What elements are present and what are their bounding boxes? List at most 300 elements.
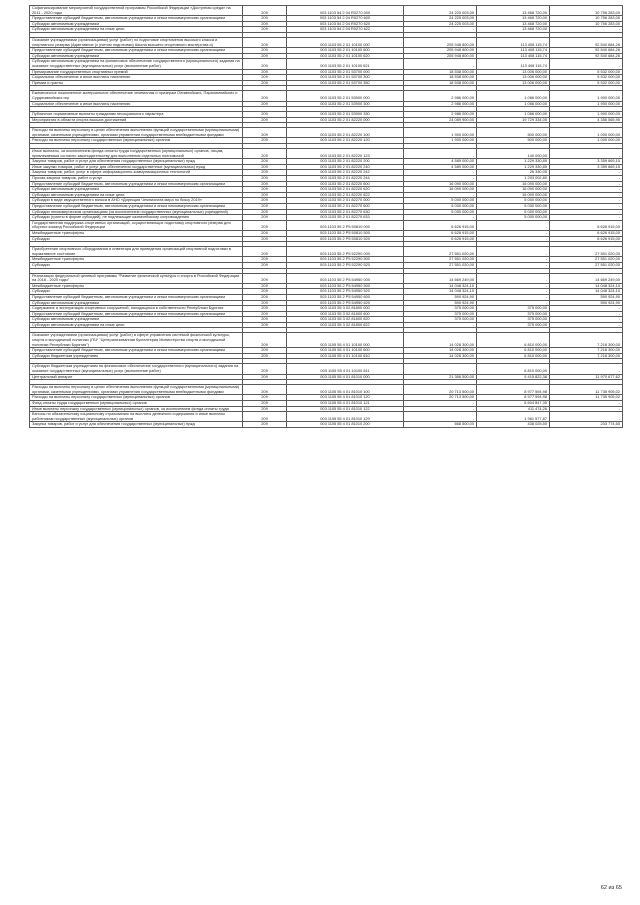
row-name-cell: Иные выплаты, за исключением фонда оплаты труда государственных (муниципальных) органов, лицам, привлекаемым согласно законодательству для выполнения отдельных полномочий	[30, 149, 243, 159]
row-budget-code-cell: 003 1105 55 4 01 81010 000	[287, 374, 404, 380]
table-row	[30, 406, 623, 412]
table-row	[30, 385, 623, 395]
row-admin-code-cell: 209	[243, 187, 287, 193]
row-name-cell: Оказание учреждениями (организациями) услуг (работ) по подготовке спортсменов высокого класса и спортивного резерва (Адаптивное (с учетом подготовки) Школа высшего спортивного мастерства и)	[30, 37, 243, 47]
row-executed-amount-cell: 375 000,00	[477, 311, 550, 317]
row-approved-amount-cell: 20 713 500,00	[404, 385, 477, 395]
row-unexecuted-amount-cell: -	[550, 311, 623, 317]
table-row	[30, 112, 623, 118]
row-approved-amount-cell: 24 225 003,00	[404, 6, 477, 16]
table-row	[30, 311, 623, 317]
row-admin-code-cell: 209	[243, 412, 287, 422]
row-executed-amount-cell: 375 000,00	[477, 322, 550, 328]
row-admin-code-cell: 209	[243, 170, 287, 176]
row-admin-code-cell: 209	[243, 59, 287, 69]
row-budget-code-cell: 003 1103 55 2 01 10100 600	[287, 48, 404, 54]
row-budget-code-cell: 003 1105 55 4 01 81010 100	[287, 385, 404, 395]
row-admin-code-cell: 209	[243, 247, 287, 257]
table-row	[30, 215, 623, 221]
row-approved-amount-cell: 20 713 500,00	[404, 395, 477, 401]
row-unexecuted-amount-cell: -	[550, 170, 623, 176]
row-name-cell: Фонд оплаты труда государственных (муниципальных) органов	[30, 401, 243, 407]
row-approved-amount-cell: 375 000,00	[404, 306, 477, 312]
row-admin-code-cell: 209	[243, 401, 287, 407]
row-admin-code-cell: 209	[243, 117, 287, 123]
table-row	[30, 149, 623, 159]
table-row	[30, 401, 623, 407]
row-unexecuted-amount-cell: 4 356 565,95	[550, 117, 623, 123]
row-executed-amount-cell: 500 000,00	[477, 138, 550, 144]
row-budget-code-cell: 003 1103 55 2 01 53900 000	[287, 91, 404, 101]
row-admin-code-cell: 209	[243, 348, 287, 354]
table-row	[30, 322, 623, 328]
row-unexecuted-amount-cell: 10 756 283,00	[550, 21, 623, 27]
row-budget-code-cell: 003 1103 55 2 P5 50810 000	[287, 220, 404, 230]
row-unexecuted-amount-cell: -	[550, 192, 623, 198]
row-unexecuted-amount-cell: 5 532 000,00	[550, 75, 623, 81]
row-unexecuted-amount-cell: -	[550, 27, 623, 33]
row-approved-amount-cell: 16 090 000,00	[404, 181, 477, 187]
row-approved-amount-cell: 1 900 000,00	[404, 128, 477, 138]
table-row	[30, 204, 623, 210]
row-executed-amount-cell: -	[477, 257, 550, 263]
row-name-cell: Предоставление субсидий бюджетным, автономным учреждениям и иным некоммерческим организациям	[30, 16, 243, 22]
row-name-cell: Премирование государственных спортивных премий	[30, 69, 243, 75]
row-executed-amount-cell: 26 330,05	[477, 170, 550, 176]
row-approved-amount-cell: -	[404, 215, 477, 221]
row-admin-code-cell: 209	[243, 317, 287, 323]
table-row	[30, 138, 623, 144]
row-name-cell: Субсидии (гранты в форме субсидий), не подлежащие казначейскому сопровождению	[30, 215, 243, 221]
budget-table	[29, 5, 623, 428]
row-budget-code-cell: 003 1103 55 2 01 53700 350	[287, 80, 404, 86]
row-unexecuted-amount-cell: 1 900 000,00	[550, 91, 623, 101]
row-name-cell: Расходы на выплаты персоналу в целях обеспечения выполнения функций государственными (муниципальными) органами, казенными учреждениями, органами управления государственными внебюджетными фондами	[30, 385, 243, 395]
row-name-cell: Расходы на выплаты персоналу в целях обеспечения выполнения функций государственными (муниципальными) органами, казенными учреждениями, органами управления государственными внебюджетными фондами	[30, 128, 243, 138]
row-approved-amount-cell: 14 028 300,00	[404, 333, 477, 348]
row-unexecuted-amount-cell: 11 735 905,02	[550, 395, 623, 401]
row-name-cell: Социальное обеспечение и иные выплаты населению	[30, 75, 243, 81]
row-executed-amount-cell: 113 408 115,74	[477, 37, 550, 47]
row-name-cell: Закупка товаров, работ и услуг для обеспечения государственных (муниципальных) нужд	[30, 422, 243, 428]
row-admin-code-cell: 209	[243, 75, 287, 81]
row-approved-amount-cell: 14 048 324,10	[404, 283, 477, 289]
row-budget-code-cell: 003 1103 55 2 01 53700 000	[287, 69, 404, 75]
row-budget-code-cell: 003 1105 55 4 01 10100 600	[287, 348, 404, 354]
row-approved-amount-cell: 205 948 800,00	[404, 48, 477, 54]
row-approved-amount-cell: 590 924,90	[404, 300, 477, 306]
row-budget-code-cell: 003 1103 55 2 P5 54950 620	[287, 300, 404, 306]
row-unexecuted-amount-cell: 1 900 000,00	[550, 101, 623, 107]
row-budget-code-cell: 003 1103 55 2 01 82220 120	[287, 138, 404, 144]
row-budget-code-cell: 003 1103 55 2 01 82220 123	[287, 149, 404, 159]
row-unexecuted-amount-cell: -	[550, 187, 623, 193]
row-approved-amount-cell: -	[404, 27, 477, 33]
row-budget-code-cell: 003 1103 55 2 P5 54950 520	[287, 289, 404, 295]
row-name-cell: Предоставление субсидий бюджетным, автономным учреждениям и иным некоммерческим организациям	[30, 48, 243, 54]
row-admin-code-cell: 209	[243, 209, 287, 215]
table-row	[30, 209, 623, 215]
row-unexecuted-amount-cell: 5 532 000,00	[550, 80, 623, 86]
row-executed-amount-cell: 1 203 002,80	[477, 176, 550, 182]
row-name-cell: Оказание учреждениями (организациями) услуг (работ) в сфере управления системой физической культуры, спорта и молодежной политики (ГБУ "Централизованная бухгалтерия Министерства спорта и молодежной политики Республики Бурятия")	[30, 333, 243, 348]
row-executed-amount-cell: 5 000 000,00	[477, 198, 550, 204]
row-executed-amount-cell: -	[477, 236, 550, 242]
row-admin-code-cell: 209	[243, 364, 287, 374]
row-approved-amount-cell: 2 986 000,00	[404, 112, 477, 118]
table-row	[30, 101, 623, 107]
row-budget-code-cell: 003 1103 54 2 04 R0270 000	[287, 6, 404, 16]
row-executed-amount-cell: 8 977 594,98	[477, 385, 550, 395]
table-row	[30, 6, 623, 16]
row-unexecuted-amount-cell: -	[550, 204, 623, 210]
row-name-cell: Софинансирование мероприятий государственной программы Российской Федерации «Доступная среда» на 2011 - 2020 годы	[30, 6, 243, 16]
row-name-cell: Субсидии автономным учреждениям на иные цели	[30, 322, 243, 328]
row-name-cell: Мероприятия в области спорта высших достижений	[30, 117, 243, 123]
row-name-cell: Ежемесячное пожизненное материальное обеспечение чемпионам и призерам Олимпийских, Паралимпийских и Сурдлимпийских игр	[30, 91, 243, 101]
row-executed-amount-cell: 113 408 115,74	[477, 48, 550, 54]
row-unexecuted-amount-cell: -	[550, 59, 623, 69]
row-executed-amount-cell: 13 006 000,00	[477, 69, 550, 75]
row-executed-amount-cell: -	[477, 283, 550, 289]
row-admin-code-cell: 209	[243, 322, 287, 328]
row-admin-code-cell: 209	[243, 257, 287, 263]
row-name-cell: Расходы на выплаты персоналу государственных (муниципальных) органов	[30, 138, 243, 144]
row-unexecuted-amount-cell: 590 924,90	[550, 294, 623, 300]
row-name-cell: Содержание и эксплуатация спортивных сооружений, находящихся в собственности Республики Бурятия	[30, 306, 243, 312]
table-row	[30, 91, 623, 101]
row-name-cell: Реализация федеральной целевой программы "Развитие физической культуры и спорта в Российской Федерации на 2016 - 2020 годы"	[30, 273, 243, 283]
row-executed-amount-cell: 6 810 000,00	[477, 364, 550, 374]
row-budget-code-cell: 003 1105 55 4 01 81010 121	[287, 401, 404, 407]
row-budget-code-cell: 003 1103 55 2 P5 52290 000	[287, 247, 404, 257]
row-approved-amount-cell: -	[404, 412, 477, 422]
row-name-cell: Премии и гранты	[30, 80, 243, 86]
table-row	[30, 159, 623, 165]
row-approved-amount-cell: 5 000 000,00	[404, 204, 477, 210]
row-unexecuted-amount-cell: 6 626 915,00	[550, 230, 623, 236]
row-budget-code-cell: 003 1105 55 4 01 10100 610	[287, 353, 404, 359]
row-admin-code-cell: 209	[243, 215, 287, 221]
row-approved-amount-cell: 6 626 915,00	[404, 230, 477, 236]
table-row	[30, 128, 623, 138]
row-executed-amount-cell: 6 810 000,00	[477, 353, 550, 359]
row-admin-code-cell: 209	[243, 283, 287, 289]
row-admin-code-cell: 209	[243, 16, 287, 22]
budget-table-body	[30, 6, 623, 428]
row-unexecuted-amount-cell: -	[550, 322, 623, 328]
table-row	[30, 27, 623, 33]
row-admin-code-cell: 209	[243, 27, 287, 33]
row-admin-code-cell: 209	[243, 262, 287, 268]
row-executed-amount-cell: 13 006 000,00	[477, 75, 550, 81]
row-budget-code-cell: 003 1103 55 3 02 81800 620	[287, 317, 404, 323]
row-budget-code-cell: 003 1103 54 2 04 R0270 620	[287, 21, 404, 27]
table-row	[30, 48, 623, 54]
row-unexecuted-amount-cell: -	[550, 317, 623, 323]
row-name-cell: Субсидии автономным учреждениям на иные цели	[30, 27, 243, 33]
table-row	[30, 422, 623, 428]
row-executed-amount-cell: -	[477, 262, 550, 268]
row-admin-code-cell: 209	[243, 385, 287, 395]
table-row	[30, 306, 623, 312]
row-executed-amount-cell: 500 000,00	[477, 128, 550, 138]
row-executed-amount-cell: -	[477, 230, 550, 236]
row-approved-amount-cell: -	[404, 406, 477, 412]
row-name-cell: Социальное обеспечение и иные выплаты населению	[30, 101, 243, 107]
row-approved-amount-cell: 24 225 003,00	[404, 21, 477, 27]
row-name-cell: Субсидии некоммерческим организациям (за исключением государственных (муниципальных) учреждений)	[30, 209, 243, 215]
row-name-cell: Прочая закупка товаров, работ и услуг	[30, 176, 243, 182]
row-name-cell: Субсидии автономным учреждениям на финансовое обеспечение государственного (муниципального) задания на оказание государственных (муниципальных) услуг (выполнение работ)	[30, 59, 243, 69]
table-row	[30, 220, 623, 230]
row-unexecuted-amount-cell: 27 551 020,00	[550, 262, 623, 268]
row-executed-amount-cell: 5 000 000,00	[477, 215, 550, 221]
row-executed-amount-cell: -	[477, 220, 550, 230]
row-approved-amount-cell: 5 000 000,00	[404, 209, 477, 215]
row-executed-amount-cell: -	[477, 273, 550, 283]
row-approved-amount-cell: 6 626 915,00	[404, 220, 477, 230]
row-approved-amount-cell: -	[404, 364, 477, 374]
row-budget-code-cell: 003 1103 55 2 P5 52290 500	[287, 257, 404, 263]
row-approved-amount-cell: 14 048 324,10	[404, 289, 477, 295]
row-name-cell: Центральный аппарат	[30, 374, 243, 380]
row-unexecuted-amount-cell: 27 551 020,00	[550, 247, 623, 257]
row-budget-code-cell: 003 1103 54 2 04 R0270 622	[287, 27, 404, 33]
row-admin-code-cell: 209	[243, 333, 287, 348]
row-name-cell: Субсидии автономным учреждениям	[30, 187, 243, 193]
row-budget-code-cell: 003 1103 55 2 01 82270 633	[287, 215, 404, 221]
row-approved-amount-cell: 18 538 000,00	[404, 80, 477, 86]
row-budget-code-cell: 003 1105 55 4 01 81010 129	[287, 412, 404, 422]
row-name-cell: Субсидии автономным учреждениям	[30, 317, 243, 323]
row-approved-amount-cell: 4 589 000,00	[404, 164, 477, 170]
table-row	[30, 395, 623, 401]
row-budget-code-cell: 003 1103 55 2 01 53900 300	[287, 101, 404, 107]
table-row	[30, 198, 623, 204]
row-approved-amount-cell: -	[404, 170, 477, 176]
row-name-cell: Субсидии бюджетным учреждениям	[30, 353, 243, 359]
row-unexecuted-amount-cell: 233 774,50	[550, 422, 623, 428]
row-unexecuted-amount-cell: -	[550, 406, 623, 412]
row-unexecuted-amount-cell: 3 359 669,15	[550, 159, 623, 165]
row-admin-code-cell: 209	[243, 181, 287, 187]
row-admin-code-cell: 209	[243, 273, 287, 283]
row-name-cell: Субсидии автономным учреждениям	[30, 53, 243, 59]
row-approved-amount-cell: 24 089 900,00	[404, 117, 477, 123]
row-approved-amount-cell: 375 000,00	[404, 317, 477, 323]
row-budget-code-cell: 003 1103 55 2 01 82220 100	[287, 128, 404, 138]
row-unexecuted-amount-cell: 92 540 684,26	[550, 53, 623, 59]
row-admin-code-cell: 209	[243, 306, 287, 312]
table-row	[30, 170, 623, 176]
row-executed-amount-cell: -	[477, 300, 550, 306]
row-executed-amount-cell: -	[477, 247, 550, 257]
row-unexecuted-amount-cell: 27 551 020,00	[550, 257, 623, 263]
row-unexecuted-amount-cell: 11 735 905,02	[550, 385, 623, 395]
row-approved-amount-cell: 27 551 020,00	[404, 257, 477, 263]
row-executed-amount-cell: 13 468 720,00	[477, 27, 550, 33]
row-admin-code-cell: 209	[243, 128, 287, 138]
row-approved-amount-cell: 2 986 000,00	[404, 101, 477, 107]
row-budget-code-cell: 003 1103 55 2 01 53700 300	[287, 75, 404, 81]
row-name-cell: Субсидии автономным учреждениям	[30, 21, 243, 27]
row-executed-amount-cell: 1 066 000,00	[477, 91, 550, 101]
row-budget-code-cell: 003 1103 55 2 01 82220 620	[287, 187, 404, 193]
row-approved-amount-cell: 590 924,90	[404, 294, 477, 300]
row-name-cell: Приобретение спортивного оборудования и инвентаря для приведения организаций спортивной подготовки в нормативное состояние	[30, 247, 243, 257]
row-budget-code-cell: 003 1103 55 2 01 82270 630	[287, 209, 404, 215]
row-unexecuted-amount-cell: 92 540 684,26	[550, 48, 623, 54]
row-name-cell: Предоставление субсидий бюджетным, автономным учреждениям и иным некоммерческим организациям	[30, 348, 243, 354]
row-approved-amount-cell: -	[404, 176, 477, 182]
row-name-cell: Субсидии в виде имущественного взноса в АНО «Дирекция Чемпионата мира по боксу 2019»	[30, 198, 243, 204]
row-executed-amount-cell: -	[477, 289, 550, 295]
row-executed-amount-cell: 19 729 334,05	[477, 117, 550, 123]
row-admin-code-cell: 209	[243, 311, 287, 317]
table-row	[30, 75, 623, 81]
row-approved-amount-cell: -	[404, 149, 477, 159]
table-row	[30, 412, 623, 422]
row-admin-code-cell: 209	[243, 374, 287, 380]
row-unexecuted-amount-cell: 7 218 300,00	[550, 348, 623, 354]
row-admin-code-cell: 209	[243, 289, 287, 295]
row-budget-code-cell: 003 1103 55 2 P5 54950 600	[287, 294, 404, 300]
row-unexecuted-amount-cell: -	[550, 306, 623, 312]
row-budget-code-cell: 003 1103 55 2 01 82270 600	[287, 204, 404, 210]
row-approved-amount-cell: 375 000,00	[404, 311, 477, 317]
row-executed-amount-cell: 438 025,50	[477, 422, 550, 428]
row-budget-code-cell: 003 1105 55 4 01 10100 000	[287, 333, 404, 348]
row-name-cell: Предоставление субсидий бюджетным, автономным учреждениям и иным некоммерческим организациям	[30, 204, 243, 210]
row-name-cell: Межбюджетные трансферты	[30, 283, 243, 289]
row-unexecuted-amount-cell: 11 970 677,62	[550, 374, 623, 380]
row-executed-amount-cell: 8 977 594,98	[477, 395, 550, 401]
row-admin-code-cell: 209	[243, 220, 287, 230]
row-unexecuted-amount-cell: 1 000 000,00	[550, 138, 623, 144]
row-budget-code-cell: 003 1103 55 2 P5 54950 000	[287, 273, 404, 283]
row-approved-amount-cell: 5 000 000,00	[404, 198, 477, 204]
row-admin-code-cell: 209	[243, 149, 287, 159]
row-budget-code-cell: 003 1103 55 2 01 82220 200	[287, 159, 404, 165]
row-budget-code-cell: 003 1103 55 2 01 82220 000	[287, 117, 404, 123]
row-admin-code-cell: 209	[243, 192, 287, 198]
row-executed-amount-cell: 1 066 000,00	[477, 112, 550, 118]
row-executed-amount-cell: 1 229 330,85	[477, 159, 550, 165]
row-name-cell: Государственная поддержка спортивных организаций, осуществляющих подготовку спортивного резерва для сборных команд Российской Федерации	[30, 220, 243, 230]
row-budget-code-cell: 003 1103 55 2 P5 50810 500	[287, 230, 404, 236]
row-admin-code-cell: 209	[243, 198, 287, 204]
row-admin-code-cell: 209	[243, 300, 287, 306]
row-name-cell: Межбюджетные трансферты	[30, 257, 243, 263]
row-executed-amount-cell: 1 066 000,00	[477, 101, 550, 107]
row-admin-code-cell: 209	[243, 422, 287, 428]
table-row	[30, 247, 623, 257]
row-admin-code-cell: 209	[243, 176, 287, 182]
row-approved-amount-cell: 4 589 000,00	[404, 159, 477, 165]
row-admin-code-cell: 209	[243, 236, 287, 242]
table-row	[30, 364, 623, 374]
row-unexecuted-amount-cell: -	[550, 401, 623, 407]
row-name-cell: Иные закупки товаров, работ и услуг для обеспечения государственных (муниципальных) нужд	[30, 164, 243, 170]
row-approved-amount-cell: 14 028 300,00	[404, 348, 477, 354]
row-unexecuted-amount-cell: 7 218 300,00	[550, 353, 623, 359]
row-unexecuted-amount-cell: -	[550, 198, 623, 204]
row-admin-code-cell: 209	[243, 112, 287, 118]
row-admin-code-cell: 209	[243, 6, 287, 16]
row-executed-amount-cell: 140 000,00	[477, 149, 550, 159]
row-budget-code-cell: 003 1103 55 2 01 10100 621	[287, 59, 404, 69]
page-number: 62 из 65	[600, 885, 622, 891]
row-executed-amount-cell: 5 000 000,00	[477, 204, 550, 210]
row-approved-amount-cell: -	[404, 192, 477, 198]
row-approved-amount-cell: -	[404, 322, 477, 328]
row-budget-code-cell: 003 1103 55 3 02 81800 622	[287, 322, 404, 328]
row-unexecuted-amount-cell: -	[550, 176, 623, 182]
row-name-cell: Субсидии автономным учреждениям на иные цели	[30, 192, 243, 198]
row-approved-amount-cell: 6 626 915,00	[404, 236, 477, 242]
row-unexecuted-amount-cell: 6 626 915,00	[550, 236, 623, 242]
row-budget-code-cell: 003 1103 55 2 01 53900 330	[287, 112, 404, 118]
row-name-cell: Субсидии автономным учреждениям	[30, 300, 243, 306]
row-budget-code-cell: 003 1103 55 3 02 81800 000	[287, 306, 404, 312]
row-name-cell: Предоставление субсидий бюджетным, автономным учреждениям и иным некоммерческим организациям	[30, 294, 243, 300]
row-budget-code-cell: 003 1105 55 4 01 81010 120	[287, 395, 404, 401]
row-approved-amount-cell: 1 900 000,00	[404, 138, 477, 144]
row-name-cell: Предоставление субсидий бюджетным, автономным учреждениям и иным некоммерческим организациям	[30, 311, 243, 317]
row-name-cell: Взносы по обязательному социальному страхованию на выплаты денежного содержания и иные выплаты работникам государственных (муниципальных) органов	[30, 412, 243, 422]
row-executed-amount-cell: -	[477, 294, 550, 300]
row-budget-code-cell: 003 1103 55 2 01 82220 622	[287, 192, 404, 198]
row-budget-code-cell: 003 1103 55 2 01 82220 240	[287, 164, 404, 170]
row-approved-amount-cell: -	[404, 401, 477, 407]
row-approved-amount-cell: 14 028 300,00	[404, 353, 477, 359]
row-unexecuted-amount-cell: 590 924,90	[550, 300, 623, 306]
row-budget-code-cell: 003 1103 55 2 P5 54950 500	[287, 283, 404, 289]
row-executed-amount-cell: 6 810 000,00	[477, 333, 550, 348]
row-admin-code-cell: 209	[243, 101, 287, 107]
row-executed-amount-cell: 113 408 115,74	[477, 59, 550, 69]
row-approved-amount-cell: 14 669 249,00	[404, 273, 477, 283]
row-executed-amount-cell: 113 408 115,74	[477, 53, 550, 59]
row-executed-amount-cell: 1 961 577,87	[477, 412, 550, 422]
table-row	[30, 333, 623, 348]
row-admin-code-cell: 209	[243, 159, 287, 165]
row-approved-amount-cell: 27 551 020,00	[404, 262, 477, 268]
row-admin-code-cell: 209	[243, 164, 287, 170]
row-unexecuted-amount-cell: 14 048 324,10	[550, 289, 623, 295]
row-executed-amount-cell: 411 474,26	[477, 406, 550, 412]
row-executed-amount-cell: 1 229 330,85	[477, 164, 550, 170]
row-admin-code-cell: 209	[243, 80, 287, 86]
row-executed-amount-cell: 13 006 000,00	[477, 80, 550, 86]
row-admin-code-cell: 209	[243, 69, 287, 75]
row-unexecuted-amount-cell: 6 626 915,00	[550, 220, 623, 230]
row-admin-code-cell: 209	[243, 37, 287, 47]
row-approved-amount-cell: 18 538 000,00	[404, 69, 477, 75]
row-name-cell: Субсидии	[30, 262, 243, 268]
row-name-cell: Субсидии	[30, 289, 243, 295]
table-row	[30, 273, 623, 283]
row-executed-amount-cell: 13 468 720,00	[477, 21, 550, 27]
table-row	[30, 164, 623, 170]
row-admin-code-cell: 209	[243, 230, 287, 236]
table-row	[30, 69, 623, 75]
row-budget-code-cell: 003 1103 54 2 04 R0270 600	[287, 16, 404, 22]
table-row	[30, 59, 623, 69]
row-executed-amount-cell: 16 090 000,00	[477, 181, 550, 187]
row-approved-amount-cell: 18 538 000,00	[404, 75, 477, 81]
